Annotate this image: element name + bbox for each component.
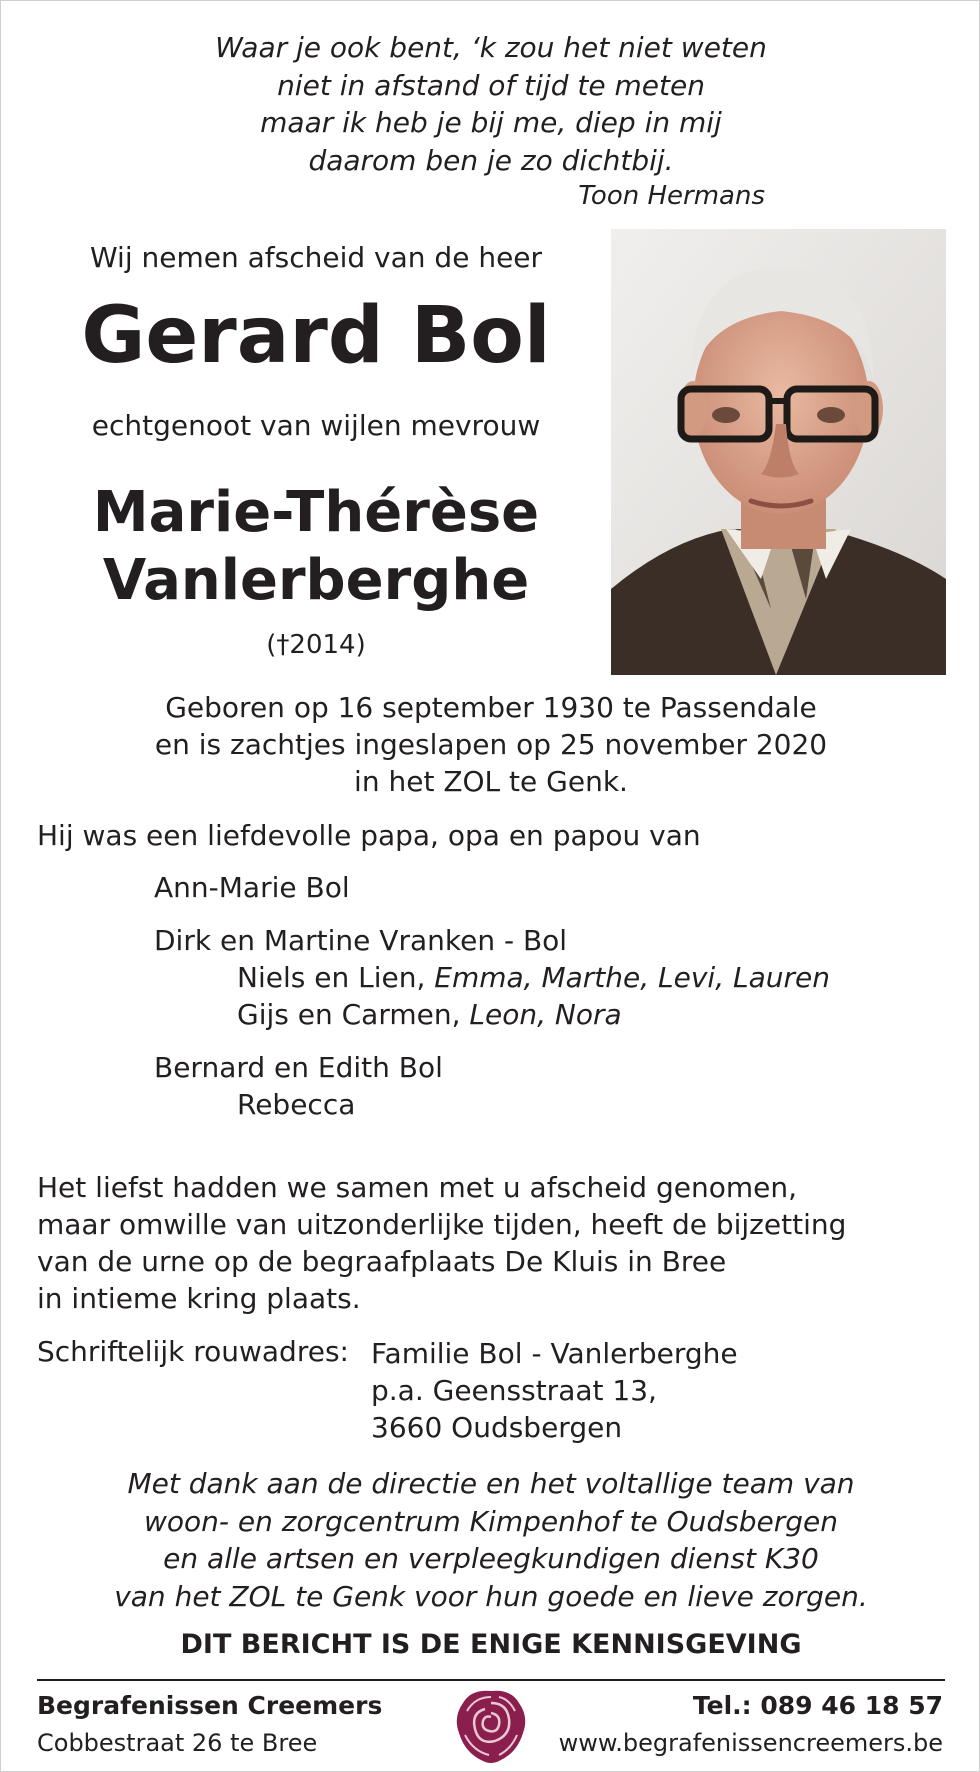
grandchild-name: Gijs en Carmen,: [237, 998, 470, 1031]
poem-line: daarom ben je zo dichtbij.: [308, 143, 674, 177]
address-line: Familie Bol - Vanlerberghe: [371, 1337, 738, 1370]
thanks-line: van het ZOL te Genk voor hun goede en lieve zorgen.: [114, 1579, 868, 1613]
footer-divider: [37, 1679, 945, 1681]
spouse-name: [31, 479, 601, 615]
condolence-address: [371, 1335, 738, 1446]
poem-line: niet in afstand of tijd te meten: [277, 68, 705, 102]
birth-line: en is zachtjes ingeslapen op 25 november 2020: [154, 728, 828, 761]
poem-line: maar ik heb je bij me, diep in mij: [260, 106, 722, 139]
closing-line: van de urne op de begraafplaats De Kluis in Bree: [37, 1245, 727, 1278]
spouse-intro: echtgenoot van wijlen mevrouw: [91, 409, 541, 442]
address-line: p.a. Geensstraat 13,: [371, 1374, 657, 1407]
poem: [1, 29, 980, 179]
thanks-line: en alle artsen en verpleegkundigen dienst K30: [163, 1542, 819, 1575]
poem-author: Toon Hermans: [578, 181, 765, 211]
closing-line: in intieme kring plaats.: [37, 1282, 361, 1315]
rose-icon: [453, 1687, 529, 1767]
funeral-company-website[interactable]: www.begrafenissencreemers.be: [558, 1729, 943, 1757]
address-line: 3660 Oudsbergen: [371, 1411, 623, 1444]
condolence-address-label: Schriftelijk rouwadres:: [37, 1335, 349, 1368]
poem-line: Waar je ook bent, ‘k zou het niet weten: [215, 31, 767, 64]
grandchild-line: [37, 959, 830, 996]
family-intro: Hij was een liefdevolle papa, opa en papou van: [37, 819, 701, 852]
portrait-photo: [611, 229, 946, 675]
funeral-company-name: Begrafenissen Creemers: [37, 1691, 383, 1720]
great-grandchildren: Emma, Marthe, Levi, Lauren: [434, 961, 830, 994]
thanks-text: [1, 1465, 980, 1615]
only-notice: DIT BERICHT IS DE ENIGE KENNISGEVING: [180, 1629, 802, 1660]
family-list: [37, 869, 830, 1139]
family-group: [37, 922, 830, 1033]
grandchild-name: Rebecca: [237, 1088, 356, 1121]
funeral-company-phone[interactable]: Tel.: 089 46 18 57: [692, 1691, 943, 1720]
child-name: Ann-Marie Bol: [154, 871, 350, 904]
birth-info: [1, 689, 980, 800]
child-name: Dirk en Martine Vranken - Bol: [154, 924, 568, 957]
birth-line: Geboren op 16 september 1930 te Passendale: [165, 691, 817, 724]
rose-logo: [453, 1687, 529, 1767]
grandchild-line: [37, 996, 830, 1033]
closing-line: Het liefst hadden we samen met u afscheid genomen,: [37, 1171, 797, 1204]
thanks-line: woon- en zorgcentrum Kimpenhof te Oudsbergen: [144, 1504, 838, 1538]
great-grandchildren: Leon, Nora: [469, 998, 622, 1031]
spouse-first-name: Marie-Thérèse: [92, 480, 540, 545]
child-name: Bernard en Edith Bol: [154, 1051, 443, 1084]
birth-line: in het ZOL te Genk.: [354, 765, 628, 798]
spouse-last-name: Vanlerberghe: [102, 548, 530, 613]
funeral-company-address: Cobbestraat 26 te Bree: [37, 1729, 318, 1757]
farewell-intro: Wij nemen afscheid van de heer: [89, 241, 543, 274]
grandchild-name: Niels en Lien,: [237, 961, 435, 994]
thanks-line: Met dank aan de directie en het voltallige team van: [127, 1467, 855, 1500]
deceased-name: Gerard Bol: [81, 291, 551, 381]
closing-text: [37, 1169, 957, 1317]
family-group: [37, 869, 830, 906]
portrait-illustration: [611, 229, 946, 675]
spouse-death-year: (†2014): [266, 630, 366, 660]
family-group: [37, 1049, 830, 1123]
closing-line: maar omwille van uitzonderlijke tijden, heeft de bijzetting: [37, 1208, 847, 1241]
